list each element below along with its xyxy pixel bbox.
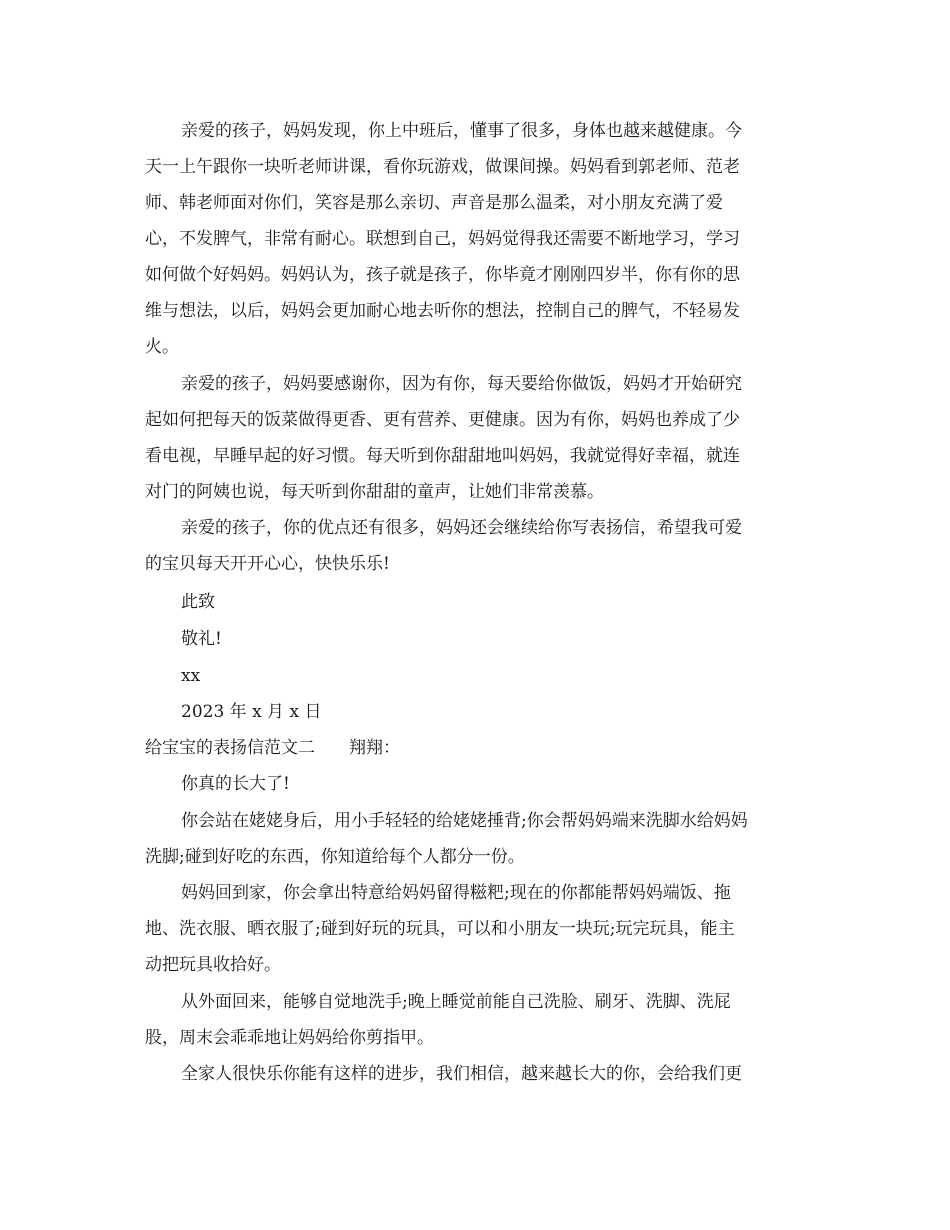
paragraph-line: 师、韩老师面对你们，笑容是那么亲切、声音是那么温柔，对小朋友充满了爱 (145, 193, 723, 213)
paragraph-line: 亲爱的孩子，妈妈发现，你上中班后，懂事了很多，身体也越来越健康。今 (181, 121, 742, 141)
section-heading: 给宝宝的表扬信范文二 翔翔： (145, 738, 400, 758)
paragraph-line: 你会站在姥姥身后，用小手轻轻的给姥姥捶背;你会帮妈妈端来洗脚水给妈妈 (181, 811, 748, 831)
paragraph-line: 全家人很快乐你能有这样的进步，我们相信，越来越长大的你，会给我们更 (181, 1064, 742, 1084)
paragraph-line: 看电视，早睡早起的好习惯。每天听到你甜甜地叫妈妈，我就觉得好幸福，就连 (145, 446, 740, 466)
paragraph-line: 动把玩具收拾好。 (145, 955, 281, 975)
paragraph-line: 亲爱的孩子，你的优点还有很多，妈妈还会继续给你写表扬信，希望我可爱 (181, 518, 742, 538)
paragraph-line: 从外面回来，能够自觉地洗手;晚上睡觉前能自己洗脸、刷牙、洗脚、洗屁 (181, 992, 731, 1012)
paragraph-line: 起如何把每天的饭菜做得更香、更有营养、更健康。因为有你，妈妈也养成了少 (145, 410, 740, 430)
paragraph-line: 你真的长大了! (181, 774, 290, 794)
paragraph-line: 股，周末会乖乖地让妈妈给你剪指甲。 (145, 1028, 434, 1048)
paragraph-line: 的宝贝每天开开心心，快快乐乐! (145, 554, 390, 574)
date-line: 2023 年 x 月 x 日 (181, 702, 322, 722)
closing-line: 此致 (181, 592, 215, 612)
paragraph-line: 天一上午跟你一块听老师讲课，看你玩游戏，做课间操。妈妈看到郭老师、范老 (145, 157, 740, 177)
paragraph-line: 维与想法，以后，妈妈会更加耐心地去听你的想法，控制自己的脾气，不轻易发 (145, 301, 740, 321)
paragraph-line: 对门的阿姨也说，每天听到你甜甜的童声，让她们非常羡慕。 (145, 482, 604, 502)
closing-line: 敬礼! (181, 629, 222, 649)
paragraph-line: 妈妈回到家，你会拿出特意给妈妈留得糍粑;现在的你都能帮妈妈端饭、拖 (181, 883, 731, 903)
paragraph-line: 如何做个好妈妈。妈妈认为，孩子就是孩子，你毕竟才刚刚四岁半，你有你的思 (145, 265, 740, 285)
paragraph-line: 亲爱的孩子，妈妈要感谢你，因为有你，每天要给你做饭，妈妈才开始研究 (181, 374, 742, 394)
paragraph-line: 地、洗衣服、晒衣服了;碰到好玩的玩具，可以和小朋友一块玩;玩完玩具，能主 (145, 919, 735, 939)
paragraph-line: 洗脚;碰到好吃的东西，你知道给每个人都分一份。 (145, 847, 525, 867)
paragraph-line: 火。 (145, 337, 179, 357)
paragraph-line: 心，不发脾气，非常有耐心。联想到自己，妈妈觉得我还需要不断地学习，学习 (145, 229, 740, 249)
signature-line: xx (181, 666, 201, 686)
